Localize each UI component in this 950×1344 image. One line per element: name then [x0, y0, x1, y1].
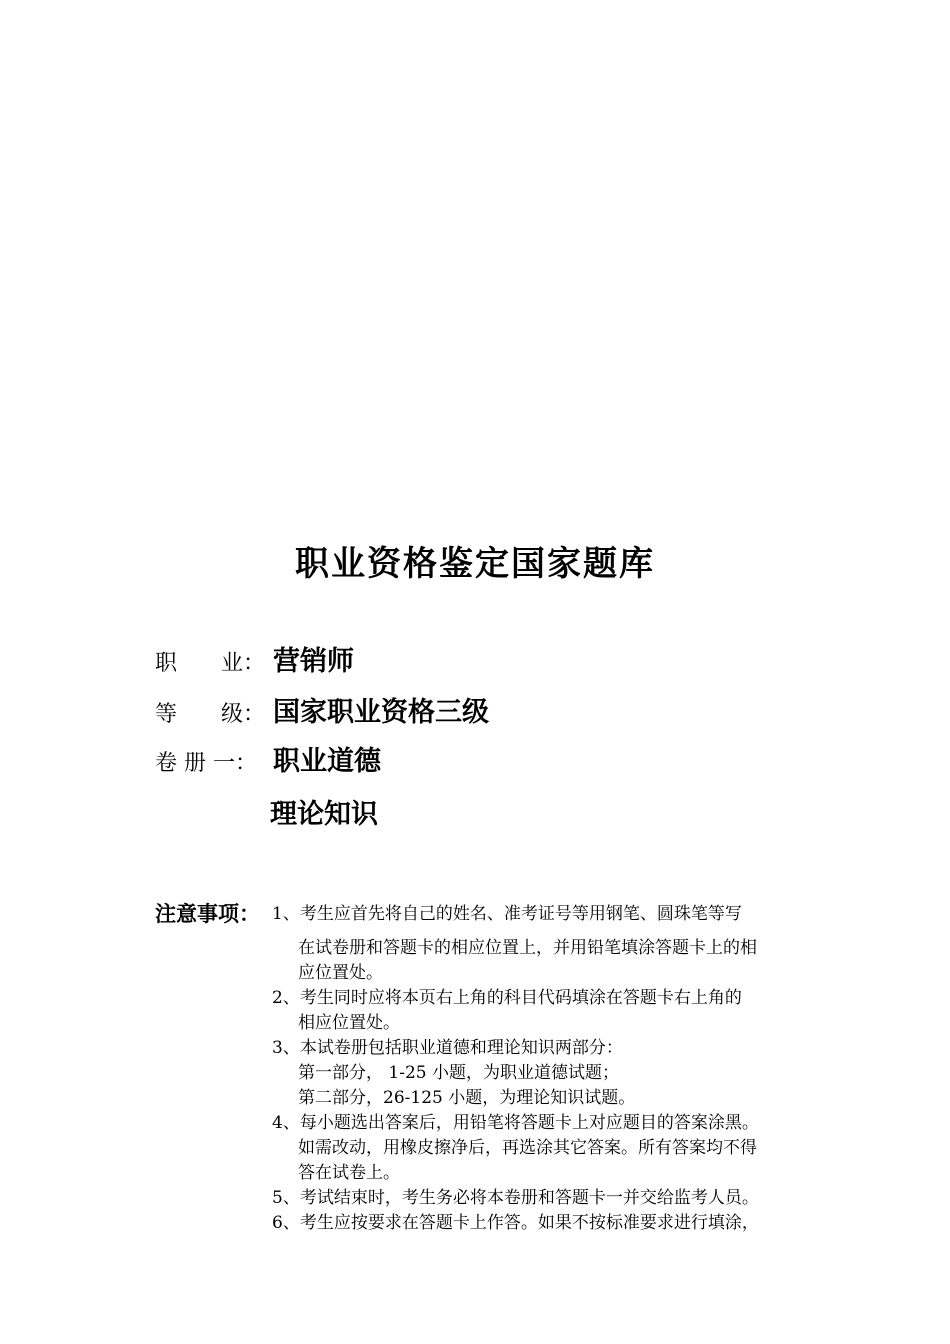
notice-line: 5、考试结束时，考生务必将本卷册和答题卡一并交给监考人员。 [272, 1188, 759, 1208]
level-value: 国家职业资格三级 [273, 697, 489, 728]
notice-line: 2、考生同时应将本页右上角的科目代码填涂在答题卡右上角的 [272, 988, 742, 1008]
info-row-level [155, 693, 489, 733]
notice-line: 第一部分， 1-25 小题，为职业道德试题； [298, 1063, 619, 1083]
notice-line: 应位置处。 [298, 963, 383, 983]
notice-line: 3、本试卷册包括职业道德和理论知识两部分： [272, 1038, 623, 1058]
notice-label: 注意事项： [155, 902, 260, 926]
notice-line: 在试卷册和答题卡的相应位置上，并用铅笔填涂答题卡上的相 [298, 938, 757, 958]
notice-line: 1、考生应首先将自己的姓名、准考证号等用钢笔、圆珠笔等写 [272, 904, 742, 924]
notice-line: 答在试卷上。 [298, 1163, 400, 1183]
occupation-label: 职 业： [155, 651, 266, 676]
notice-line: 6、考生应按要求在答题卡上作答。如果不按标准要求进行填涂， [272, 1213, 759, 1233]
notice-line: 相应位置处。 [298, 1013, 400, 1033]
notice-line: 4、每小题选出答案后，用铅笔将答题卡上对应题目的答案涂黑。 [272, 1113, 759, 1133]
volume-value: 职业道德 [273, 746, 381, 777]
level-label: 等 级： [155, 702, 266, 727]
occupation-value: 营销师 [273, 646, 354, 677]
document-title: 职业资格鉴定国家题库 [295, 544, 655, 584]
volume-value-secondary: 理论知识 [270, 799, 378, 830]
info-row-occupation [155, 642, 354, 682]
volume-label: 卷 册 一： [155, 751, 257, 776]
info-row-volume [155, 742, 381, 782]
notice-line: 第二部分，26-125 小题，为理论知识试题。 [298, 1088, 636, 1108]
notice-line: 如需改动，用橡皮擦净后，再选涂其它答案。所有答案均不得 [298, 1138, 757, 1158]
